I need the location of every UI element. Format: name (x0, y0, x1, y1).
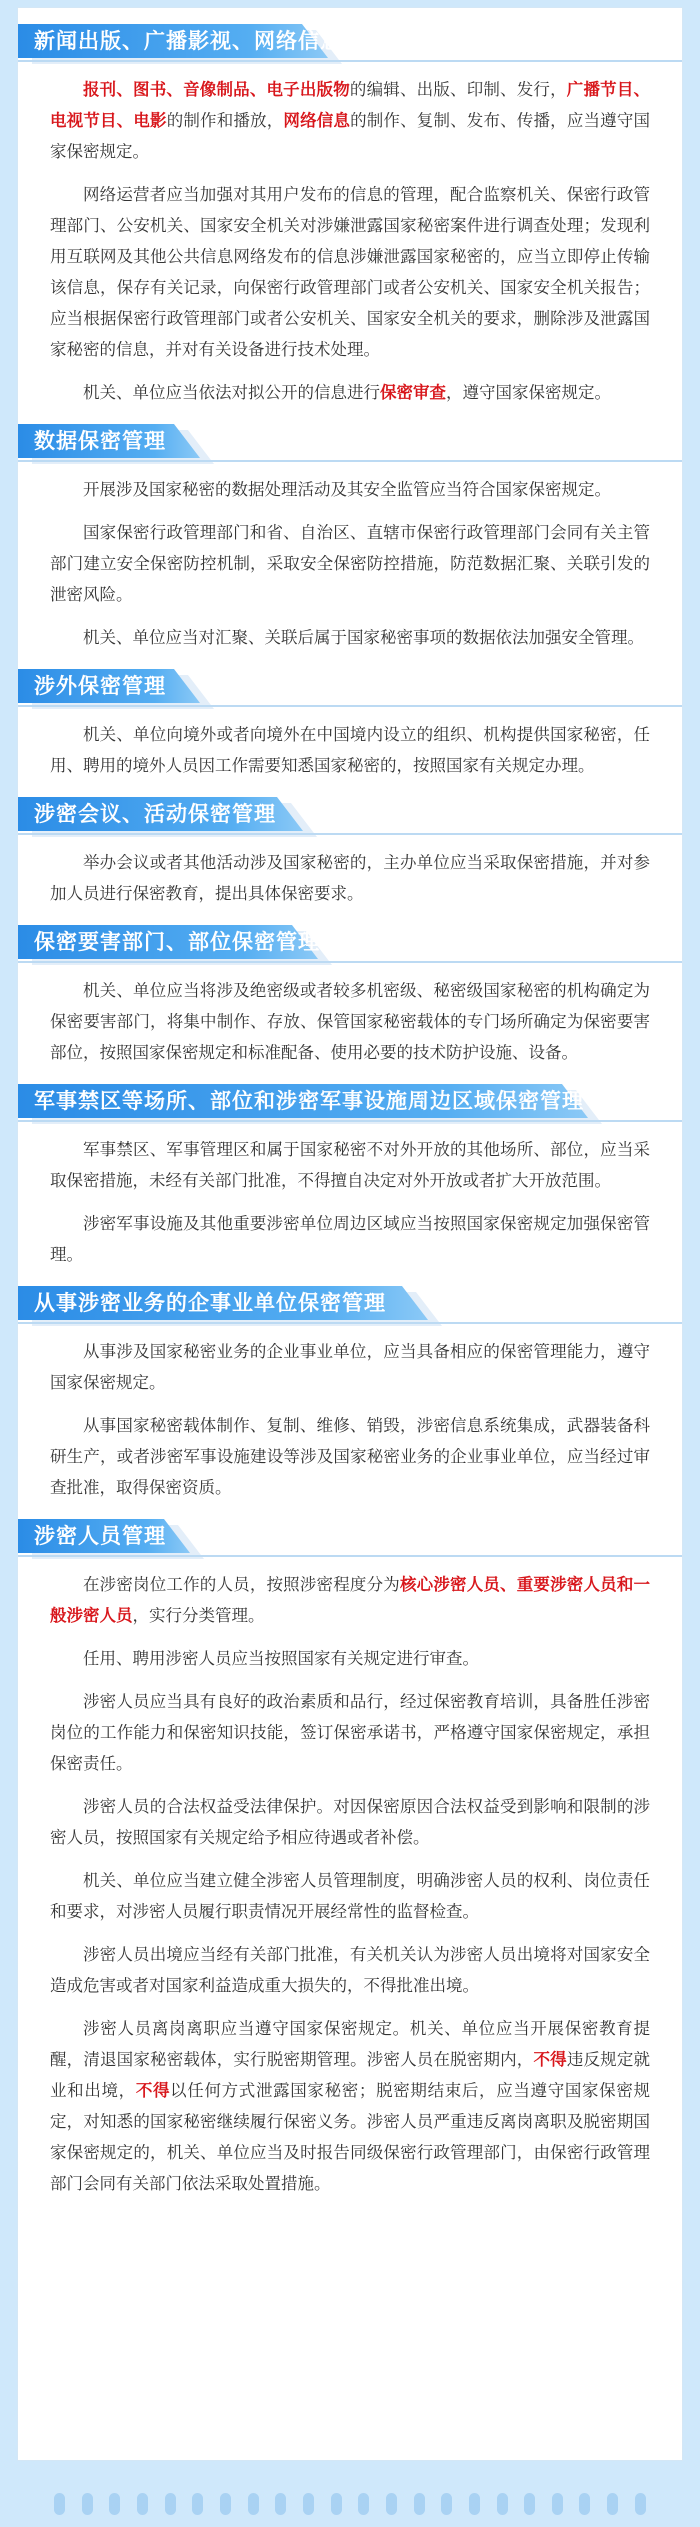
paragraph (50, 474, 650, 505)
paragraph-text: 涉密人员应当具有良好的政治素质和品行，经过保密教育培训，具备胜任涉密岗位的工作能力和保密知识技能，签订保密承诺书，严格遵守国家保密规定，承担保密责任。 (50, 1692, 650, 1773)
paragraph-text: 机关、单位应当将涉及绝密级或者较多机密级、秘密级国家秘密的机构确定为保密要害部门，将集中制作、存放、保管国家秘密载体的专门场所确定为保密要害部位，按照国家保密规定和标准配备、使用必要的技术防护设施、设备。 (50, 981, 650, 1062)
paragraph (50, 2013, 650, 2199)
footer-dot (54, 2493, 65, 2515)
paragraph-text: 涉密军事设施及其他重要涉密单位周边区域应当按照国家保密规定加强保密管理。 (50, 1214, 650, 1264)
paragraph-text: 国家保密行政管理部门和省、自治区、直辖市保密行政管理部门会同有关主管部门建立安全保密防控机制，采取安全保密防控措施，防范数据汇聚、关联引发的泄密风险。 (50, 523, 650, 604)
paragraph-text: 举办会议或者其他活动涉及国家秘密的，主办单位应当采取保密措施，并对参加人员进行保密教育，提出具体保密要求。 (50, 853, 650, 903)
footer-dot (386, 2493, 397, 2515)
footer-dot (165, 2493, 176, 2515)
paragraph-text: 的编辑、出版、印制、发行， (349, 80, 567, 99)
footer-dot (248, 2493, 259, 2515)
section-title: 从事涉密业务的企事业单位保密管理 (34, 1291, 386, 1315)
footer-dot (82, 2493, 93, 2515)
paragraph (50, 1134, 650, 1196)
paragraph-text: 涉密人员的合法权益受法律保护。对因保密原因合法权益受到影响和限制的涉密人员，按照国家有关规定给予相应待遇或者补偿。 (50, 1797, 650, 1847)
paragraph (50, 1410, 650, 1503)
paragraph-text: 从事涉及国家秘密业务的企业事业单位，应当具备相应的保密管理能力，遵守国家保密规定。 (50, 1342, 650, 1392)
section-header (18, 1282, 682, 1324)
paragraph-text: 军事禁区、军事管理区和属于国家秘密不对外开放的其他场所、部位，应当采取保密措施，未经有关部门批准，不得擅自决定对外开放或者扩大开放范围。 (50, 1140, 650, 1190)
section-header-underline (18, 460, 682, 462)
paragraph (50, 1208, 650, 1270)
section-title: 军事禁区等场所、部位和涉密军事设施周边区域保密管理 (34, 1089, 584, 1113)
section-title: 涉密会议、活动保密管理 (34, 802, 276, 826)
highlighted-text: 不得 (533, 2050, 567, 2069)
paragraph-text: 任用、聘用涉密人员应当按照国家有关规定进行审查。 (83, 1649, 479, 1668)
footer-dot (414, 2493, 425, 2515)
paragraph-text: 涉密人员离岗离职应当遵守国家保密规定。机关、单位应当开展保密教育提醒，清退国家秘密载体，实行脱密期管理。涉密人员在脱密期内， (50, 2019, 650, 2069)
section-header (18, 1080, 682, 1122)
section-header-underline (18, 961, 682, 963)
footer-dot (635, 2493, 646, 2515)
footer-dot (441, 2493, 452, 2515)
section-title: 涉外保密管理 (34, 674, 166, 698)
paragraph-text: 的制作、复制、发布、传播，应当遵守国家保密规定。 (50, 111, 651, 161)
paragraph (50, 74, 650, 167)
highlighted-text: 报刊、图书、音像制品、电子出版物 (83, 80, 350, 99)
section (18, 420, 682, 653)
footer-dot (469, 2493, 480, 2515)
footer-dot (109, 2493, 120, 2515)
paragraph (50, 179, 650, 365)
footer-dot (497, 2493, 508, 2515)
section-header-underline (18, 1322, 682, 1324)
section (18, 1080, 682, 1270)
section-header (18, 921, 682, 963)
paragraph-text: 机关、单位应当对汇聚、关联后属于国家秘密事项的数据依法加强安全管理。 (83, 628, 644, 647)
highlighted-text: 广播节目、电视节目、电影 (50, 80, 651, 130)
section-title: 涉密人员管理 (34, 1524, 166, 1548)
section (18, 1515, 682, 2199)
section (18, 665, 682, 781)
paragraph (50, 1791, 650, 1853)
section-header-underline (18, 705, 682, 707)
section-header-underline (18, 60, 682, 62)
paragraph (50, 1865, 650, 1927)
section (18, 793, 682, 909)
section (18, 1282, 682, 1503)
paragraph (50, 622, 650, 653)
paragraph-text: 机关、单位向境外或者向境外在中国境内设立的组织、机构提供国家秘密，任用、聘用的境外人员因工作需要知悉国家秘密的，按照国家有关规定办理。 (50, 725, 650, 775)
highlighted-text: 保密审查 (380, 383, 446, 402)
footer-dot (220, 2493, 231, 2515)
section-header-underline (18, 1120, 682, 1122)
footer-dot (358, 2493, 369, 2515)
paragraph (50, 517, 650, 610)
section-header (18, 420, 682, 462)
footer-dot (607, 2493, 618, 2515)
paragraph-text: 机关、单位应当建立健全涉密人员管理制度，明确涉密人员的权利、岗位责任和要求，对涉密人员履行职责情况开展经常性的监督检查。 (50, 1871, 650, 1921)
section-header-underline (18, 833, 682, 835)
footer-dot (524, 2493, 535, 2515)
section-header-underline (18, 1555, 682, 1557)
paragraph-text: ，实行分类管理。 (132, 1606, 265, 1625)
section-title: 保密要害部门、部位保密管理 (34, 930, 320, 954)
highlighted-text: 网络信息 (283, 111, 351, 130)
section-title: 新闻出版、广播影视、网络信息保密管理 (34, 29, 430, 53)
footer-dot (137, 2493, 148, 2515)
section (18, 921, 682, 1068)
footer-dot (192, 2493, 203, 2515)
footer-dot-border (18, 2493, 682, 2515)
paragraph (50, 1336, 650, 1398)
paragraph (50, 1939, 650, 2001)
section-header (18, 1515, 682, 1557)
footer-dot (303, 2493, 314, 2515)
section-title: 数据保密管理 (34, 429, 166, 453)
paragraph-text: ，遵守国家保密规定。 (446, 383, 611, 402)
paragraph (50, 377, 650, 408)
paragraph-text: 从事国家秘密载体制作、复制、维修、销毁，涉密信息系统集成，武器装备科研生产，或者涉密军事设施建设等涉及国家秘密业务的企业事业单位，应当经过审查批准，取得保密资质。 (50, 1416, 650, 1497)
paragraph (50, 847, 650, 909)
paragraph-text: 的制作和播放， (166, 111, 284, 130)
footer-dot (275, 2493, 286, 2515)
footer-dot (552, 2493, 563, 2515)
paragraph-text: 在涉密岗位工作的人员，按照涉密程度分为 (83, 1575, 400, 1594)
paragraph-text: 违反规定就业和出境， (50, 2050, 651, 2100)
highlighted-text: 核心涉密人员、重要涉密人员和一般涉密人员 (50, 1575, 651, 1625)
paragraph (50, 1569, 650, 1631)
paragraph-text: 以任何方式泄露国家秘密；脱密期结束后，应当遵守国家保密规定，对知悉的国家秘密继续履行保密义务。涉密人员严重违反离岗离职及脱密期国家保密规定的，机关、单位应当及时报告同级保密行政管理部门，由保密行政管理部门会同有关部门依法采取处置措施。 (50, 2081, 651, 2193)
section (18, 20, 682, 408)
paragraph (50, 975, 650, 1068)
section-header (18, 793, 682, 835)
section-header (18, 20, 682, 62)
paragraph-text: 机关、单位应当依法对拟公开的信息进行 (83, 383, 380, 402)
paragraph (50, 1643, 650, 1674)
content-card (18, 8, 682, 2460)
section-header (18, 665, 682, 707)
paragraph-text: 网络运营者应当加强对其用户发布的信息的管理，配合监察机关、保密行政管理部门、公安机关、国家安全机关对涉嫌泄露国家秘密案件进行调查处理；发现利用互联网及其他公共信息网络发布的信息涉嫌泄露国家秘密的，应当立即停止传输该信息，保存有关记录，向保密行政管理部门或者公安机关、国家安全机关报告；应当根据保密行政管理部门或者公安机关、国家安全机关的要求，删除涉及泄露国家秘密的信息，并对有关设备进行技术处理。 (50, 185, 650, 359)
paragraph-text: 涉密人员出境应当经有关部门批准，有关机关认为涉密人员出境将对国家安全造成危害或者对国家利益造成重大损失的，不得批准出境。 (50, 1945, 650, 1995)
paragraph (50, 1686, 650, 1779)
footer-dot (331, 2493, 342, 2515)
paragraph-text: 开展涉及国家秘密的数据处理活动及其安全监管应当符合国家保密规定。 (83, 480, 611, 499)
footer-dot (579, 2493, 590, 2515)
highlighted-text: 不得 (135, 2081, 171, 2100)
paragraph (50, 719, 650, 781)
